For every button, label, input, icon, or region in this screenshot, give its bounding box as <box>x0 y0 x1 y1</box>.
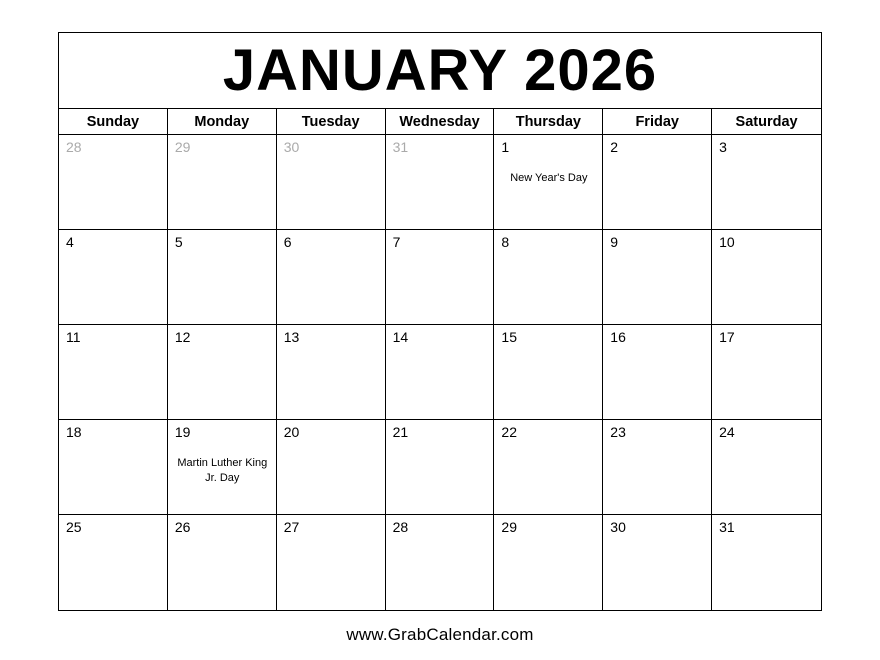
day-cell[interactable] <box>168 135 277 229</box>
day-number: 20 <box>283 424 300 440</box>
day-number: 1 <box>501 139 510 155</box>
weekday-header-row <box>59 109 821 135</box>
day-number: 9 <box>610 234 619 250</box>
day-number: 3 <box>719 139 727 155</box>
day-cell[interactable] <box>386 135 495 229</box>
day-number: 28 <box>66 139 82 155</box>
day-number: 25 <box>66 519 82 535</box>
calendar-week-row <box>59 420 821 515</box>
day-cell[interactable] <box>59 230 168 324</box>
day-number: 31 <box>392 139 409 155</box>
calendar-week-row <box>59 515 821 610</box>
day-number: 31 <box>719 519 735 535</box>
day-number: 29 <box>174 139 191 155</box>
page-title: JANUARY 2026 <box>222 37 658 103</box>
day-cell[interactable] <box>712 230 821 324</box>
day-number: 22 <box>501 424 517 440</box>
day-number: 26 <box>174 519 191 535</box>
day-event: Martin Luther King Jr. Day <box>177 457 268 485</box>
day-number: 23 <box>610 424 626 440</box>
day-cell[interactable] <box>277 420 386 514</box>
day-number: 28 <box>392 519 409 535</box>
day-number: 2 <box>610 139 619 155</box>
weekday-header-saturday: Saturday <box>735 113 798 130</box>
day-cell[interactable] <box>494 230 603 324</box>
weekday-header-wednesday: Wednesday <box>386 109 495 134</box>
day-cell[interactable] <box>59 420 168 514</box>
day-number: 7 <box>392 234 401 250</box>
calendar-grid <box>58 32 822 611</box>
day-number: 30 <box>610 519 626 535</box>
day-cell[interactable] <box>386 325 495 419</box>
day-number: 8 <box>501 234 510 250</box>
day-cell[interactable] <box>712 420 821 514</box>
day-number: 12 <box>174 329 191 345</box>
day-number: 18 <box>66 424 82 440</box>
day-number: 10 <box>719 234 735 250</box>
day-cell[interactable] <box>277 230 386 324</box>
calendar-week-row <box>59 230 821 325</box>
day-cell[interactable] <box>603 420 712 514</box>
weekday-header-thursday: Thursday <box>494 109 603 134</box>
day-cell[interactable] <box>59 325 168 419</box>
day-cell[interactable] <box>386 515 495 610</box>
calendar-weeks <box>59 135 821 610</box>
day-cell[interactable] <box>168 230 277 324</box>
day-cell[interactable] <box>712 325 821 419</box>
day-number: 30 <box>283 139 300 155</box>
day-cell[interactable] <box>494 325 603 419</box>
day-number: 13 <box>283 329 300 345</box>
footer-website: www.GrabCalendar.com <box>346 625 534 644</box>
day-number: 27 <box>283 519 300 535</box>
day-cell[interactable] <box>603 135 712 229</box>
day-number: 17 <box>719 329 735 345</box>
day-event: New Year's Day <box>510 172 588 185</box>
calendar-title-row <box>59 33 821 109</box>
day-cell[interactable] <box>168 325 277 419</box>
calendar-week-row <box>59 325 821 420</box>
weekday-header-friday: Friday <box>603 109 712 134</box>
day-cell[interactable] <box>712 135 821 229</box>
day-cell[interactable] <box>494 515 603 610</box>
day-cell[interactable] <box>494 135 603 229</box>
day-cell[interactable] <box>603 230 712 324</box>
weekday-header-tuesday: Tuesday <box>277 109 386 134</box>
day-cell[interactable] <box>59 515 168 610</box>
day-cell[interactable] <box>168 515 277 610</box>
day-cell[interactable] <box>386 230 495 324</box>
day-number: 4 <box>66 234 74 250</box>
day-cell[interactable] <box>386 420 495 514</box>
day-number: 21 <box>392 424 409 440</box>
day-cell[interactable] <box>603 515 712 610</box>
day-number: 14 <box>392 329 409 345</box>
day-cell[interactable] <box>494 420 603 514</box>
weekday-header-monday: Monday <box>168 109 277 134</box>
day-cell[interactable] <box>277 325 386 419</box>
calendar-week-row <box>59 135 821 230</box>
day-number: 24 <box>719 424 735 440</box>
weekday-header-sunday: Sunday <box>59 109 168 134</box>
day-number: 6 <box>283 234 292 250</box>
day-number: 19 <box>174 424 191 440</box>
day-cell[interactable] <box>712 515 821 610</box>
day-number: 16 <box>610 329 626 345</box>
day-cell[interactable] <box>168 420 277 514</box>
day-cell[interactable] <box>59 135 168 229</box>
day-number: 11 <box>66 329 81 345</box>
day-number: 15 <box>501 329 517 345</box>
day-cell[interactable] <box>277 135 386 229</box>
day-number: 29 <box>501 519 517 535</box>
day-cell[interactable] <box>277 515 386 610</box>
day-number: 5 <box>174 234 183 250</box>
day-cell[interactable] <box>603 325 712 419</box>
